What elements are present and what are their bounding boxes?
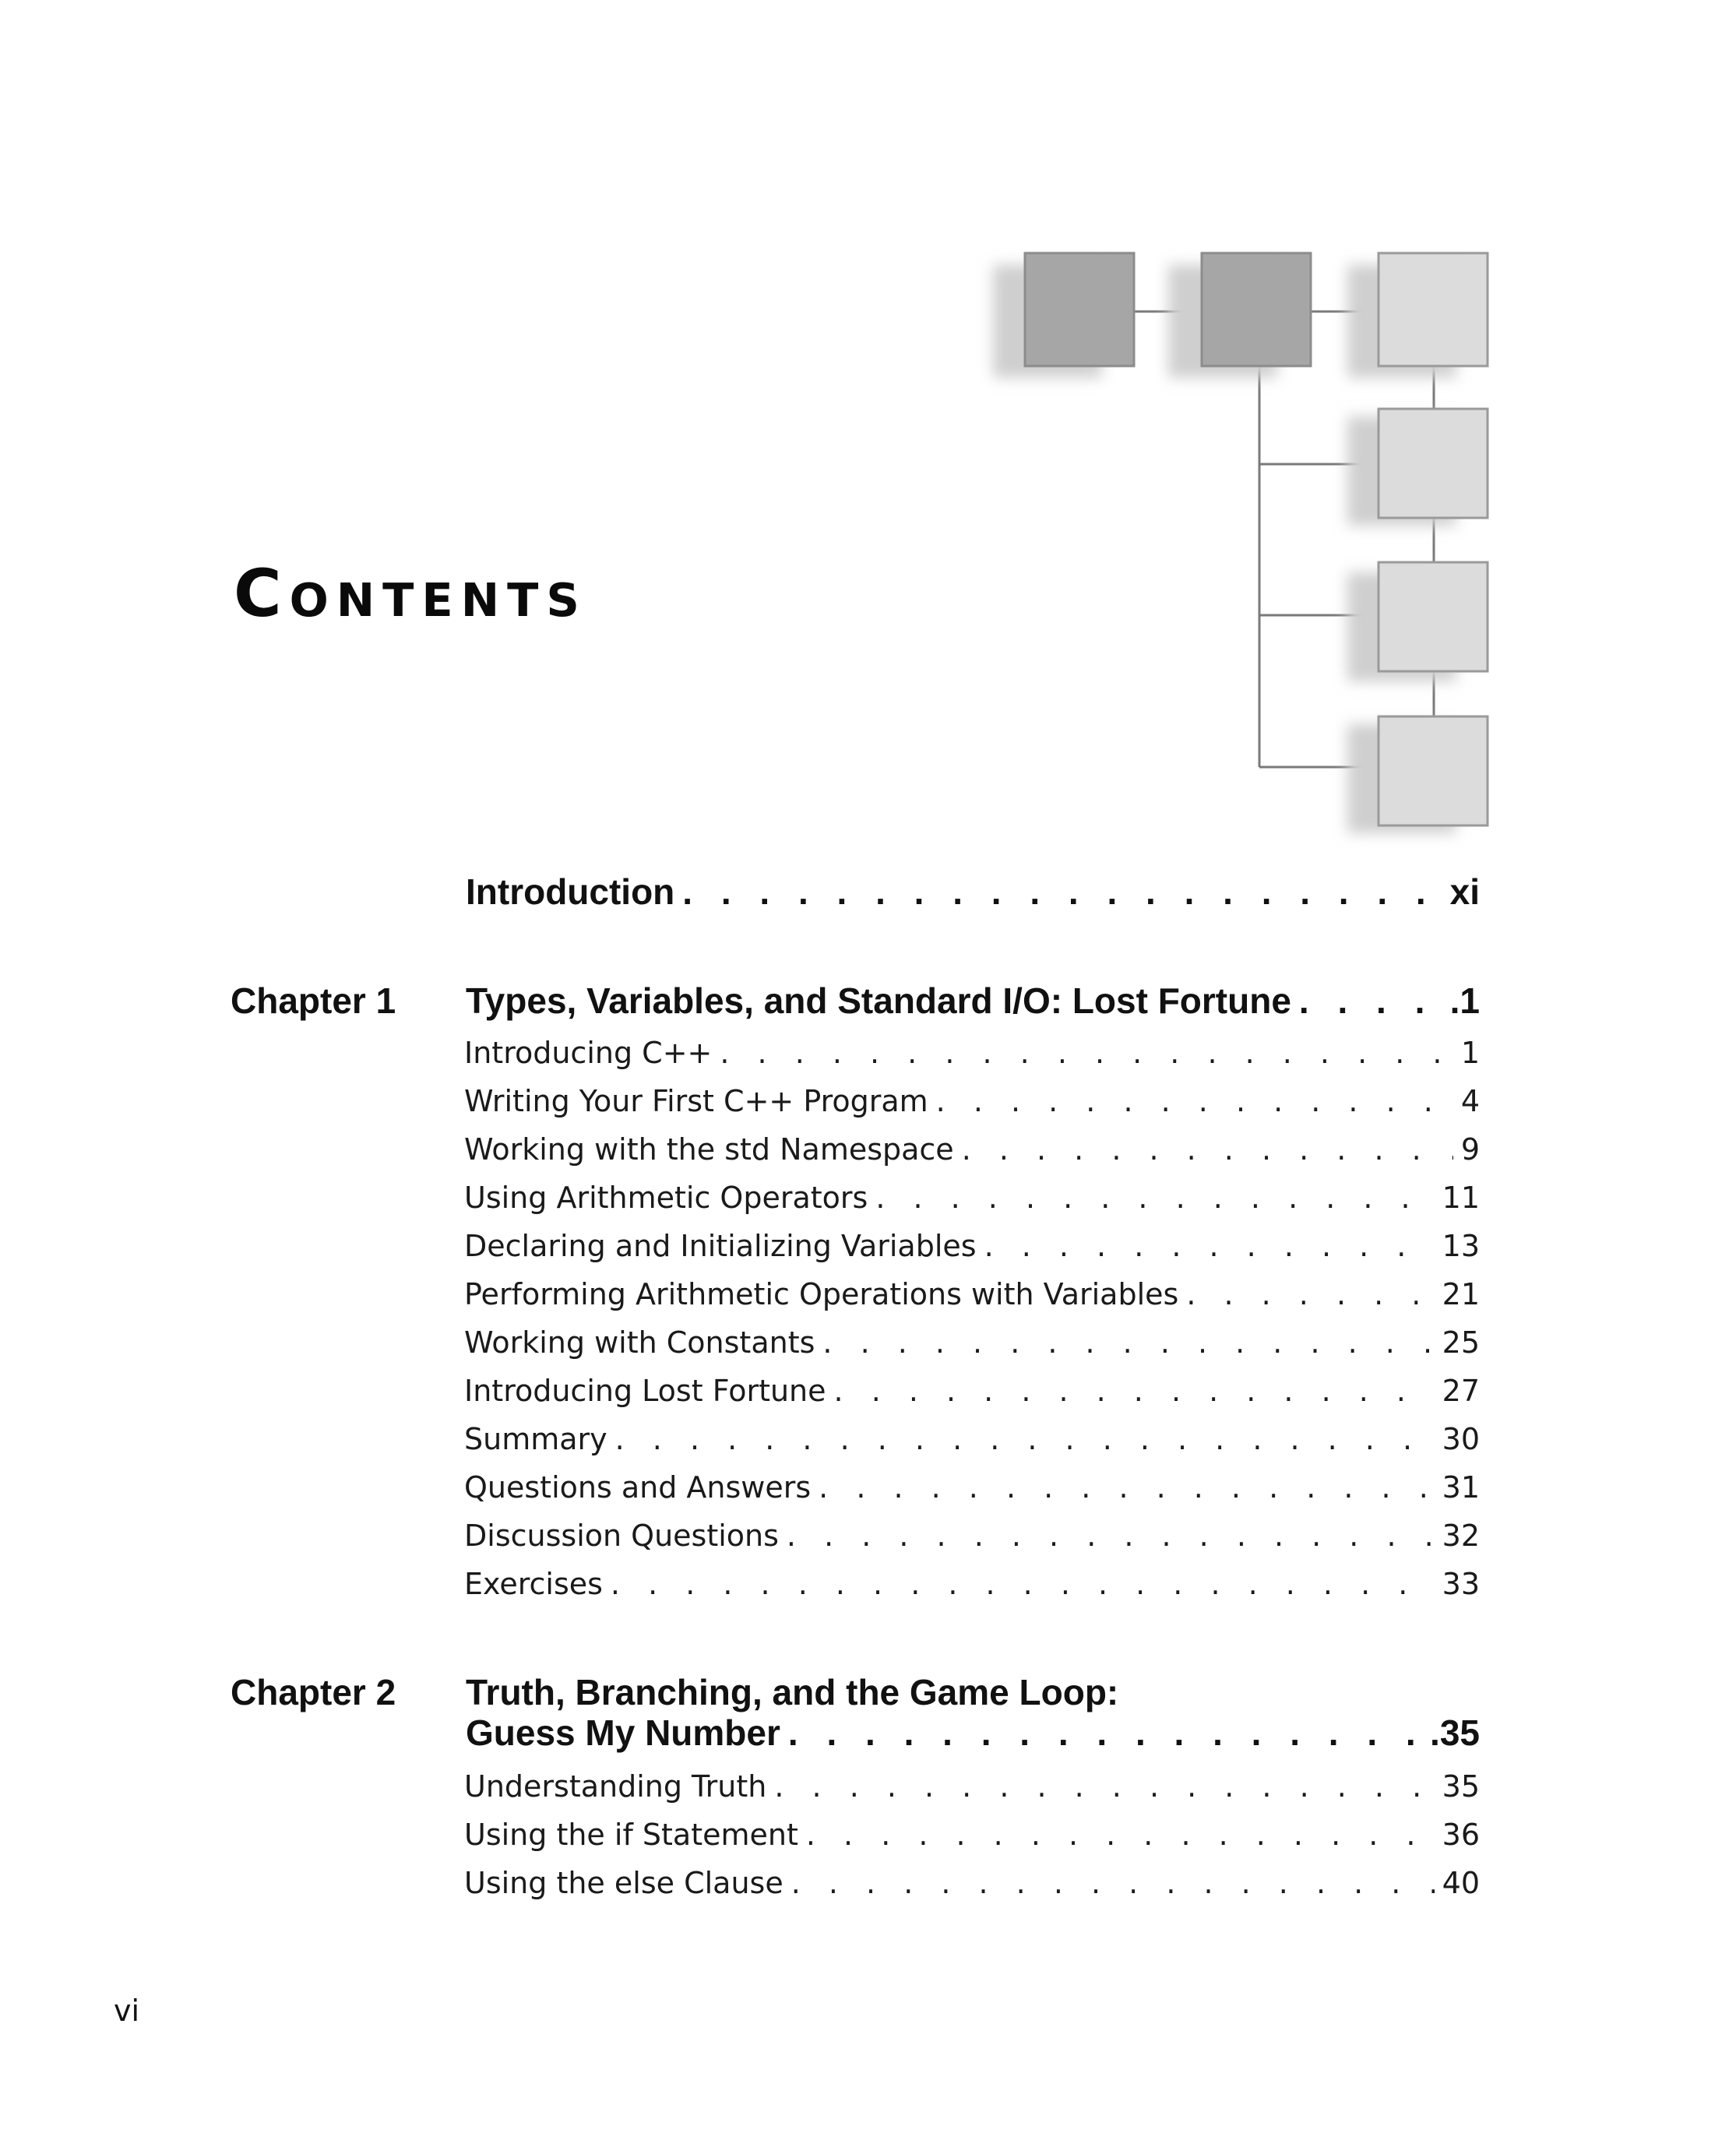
chapter-label: Chapter 2 (231, 1672, 396, 1712)
dot-leader (984, 1229, 1435, 1263)
toc-entry-title: Discussion Questions (464, 1519, 779, 1553)
dot-leader (806, 1818, 1435, 1852)
toc-chapter-1[interactable] (466, 980, 1480, 1022)
toc-entry-title: Understanding Truth (464, 1769, 767, 1804)
dot-leader (1299, 980, 1442, 1022)
toc-entry-title: Declaring and Initializing Variables (464, 1229, 977, 1263)
dot-leader (788, 1712, 1422, 1754)
toc-page-number: 25 (1442, 1325, 1480, 1360)
toc-page-number: 11 (1442, 1181, 1480, 1215)
dot-leader (682, 871, 1442, 913)
toc-entry[interactable] (464, 1567, 1480, 1601)
page-number: vi (114, 1994, 140, 2028)
dot-leader (962, 1132, 1453, 1167)
toc-entry[interactable] (464, 1374, 1480, 1408)
toc-entry[interactable] (464, 1519, 1480, 1553)
toc-title: Types, Variables, and Standard I/O: Lost Fortune (466, 980, 1291, 1021)
toc-title: Introduction (466, 871, 675, 912)
toc-title: Guess My Number (466, 1712, 780, 1753)
toc-entry[interactable] (464, 1181, 1480, 1215)
toc-page-number: 32 (1442, 1519, 1480, 1553)
dot-leader (774, 1769, 1434, 1804)
toc-page-number: 13 (1442, 1229, 1480, 1263)
toc-introduction[interactable] (466, 871, 1480, 913)
toc-entry[interactable] (464, 1084, 1480, 1118)
toc-page-number: 4 (1460, 1084, 1480, 1118)
toc-page-number: 9 (1460, 1132, 1480, 1167)
toc-page-number: 27 (1442, 1374, 1480, 1408)
dot-leader (791, 1866, 1435, 1900)
toc-page-number: 31 (1442, 1470, 1480, 1505)
toc-page-number: xi (1449, 871, 1480, 912)
toc-page-number: 1 (1460, 1036, 1480, 1070)
toc-page-number: .1 (1449, 980, 1480, 1021)
chapter-label: Chapter 1 (231, 980, 396, 1021)
toc-page-number: 36 (1442, 1818, 1480, 1852)
toc-entry[interactable] (464, 1818, 1480, 1852)
dot-leader (875, 1181, 1434, 1215)
toc-entry[interactable] (464, 1132, 1480, 1167)
toc-page-number: 33 (1442, 1567, 1480, 1601)
toc-entry-title: Exercises (464, 1567, 603, 1601)
dot-leader (1186, 1277, 1434, 1311)
toc-entry-title: Questions and Answers (464, 1470, 812, 1505)
dot-leader (611, 1567, 1435, 1601)
toc-entry-title: Writing Your First C++ Program (464, 1084, 928, 1118)
toc-entry-title: Summary (464, 1422, 607, 1456)
dot-leader (819, 1470, 1434, 1505)
dot-leader (615, 1422, 1435, 1456)
page-title: Contents (234, 555, 587, 632)
chapter-title-line1: Truth, Branching, and the Game Loop: (466, 1672, 1119, 1712)
toc-entry[interactable] (464, 1470, 1480, 1505)
toc-entry[interactable] (464, 1229, 1480, 1263)
toc-entry[interactable] (464, 1866, 1480, 1900)
dot-leader (787, 1519, 1435, 1553)
toc-entry[interactable] (464, 1036, 1480, 1070)
toc-entry-title: Introducing C++ (464, 1036, 713, 1070)
toc-chapter-2[interactable] (466, 1712, 1480, 1754)
toc-page-number: 21 (1442, 1277, 1480, 1311)
toc-entry[interactable] (464, 1769, 1480, 1804)
tree-diagram-icon (0, 0, 1736, 872)
toc-page-number: 35 (1442, 1769, 1480, 1804)
toc-entry-title: Introducing Lost Fortune (464, 1374, 826, 1408)
toc-page-number: 30 (1442, 1422, 1480, 1456)
toc-entry-title: Using Arithmetic Operators (464, 1181, 868, 1215)
dot-leader (720, 1036, 1453, 1070)
toc-entry-title: Using the if Statement (464, 1818, 798, 1852)
toc-entry[interactable] (464, 1422, 1480, 1456)
dot-leader (834, 1374, 1435, 1408)
toc-entry-title: Performing Arithmetic Operations with Variables (464, 1277, 1179, 1311)
dot-leader (822, 1325, 1434, 1360)
toc-entry-title: Working with the std Namespace (464, 1132, 954, 1167)
toc-page-number: 40 (1442, 1866, 1480, 1900)
toc-entry[interactable] (464, 1277, 1480, 1311)
dot-leader (936, 1084, 1453, 1118)
toc-entry-title: Working with Constants (464, 1325, 815, 1360)
toc-entry-title: Using the else Clause (464, 1866, 783, 1900)
toc-entry[interactable] (464, 1325, 1480, 1360)
toc-page-number: .35 (1430, 1712, 1480, 1753)
